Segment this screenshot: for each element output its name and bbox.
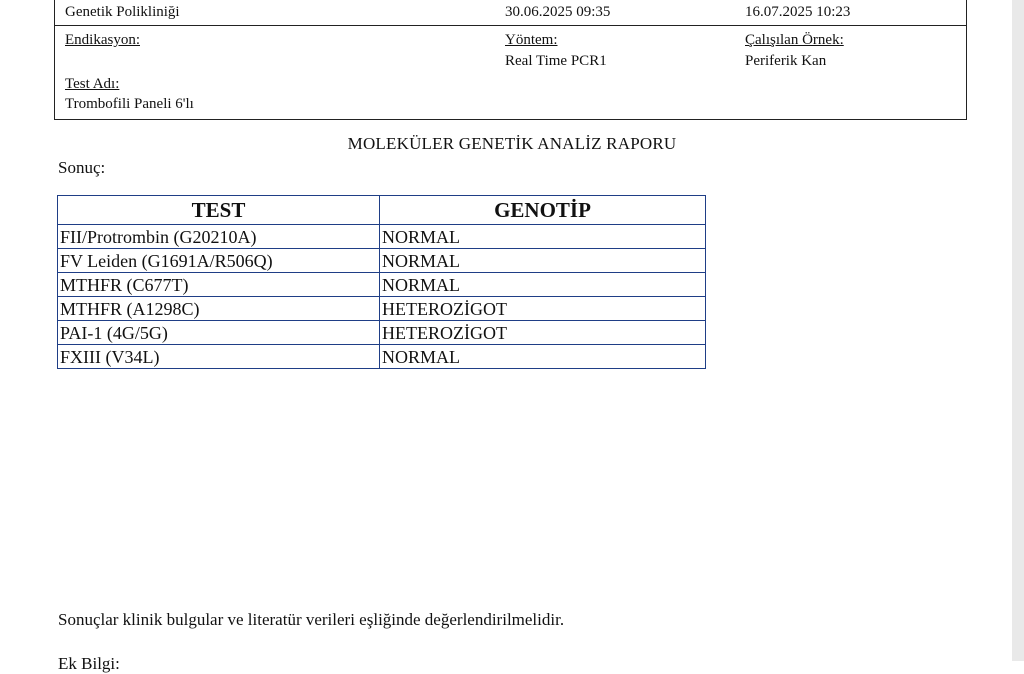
test-cell: MTHFR (A1298C) <box>58 297 380 321</box>
genotype-results-table <box>57 195 706 369</box>
request-date-text: 30.06.2025 09:35 <box>505 4 611 20</box>
table-row <box>58 249 706 273</box>
result-label: Sonuç: <box>58 158 106 177</box>
table-row <box>58 297 706 321</box>
table-header-row <box>58 196 706 225</box>
genotype-cell: NORMAL <box>380 273 706 297</box>
test-cell: MTHFR (C677T) <box>58 273 380 297</box>
method-value: Real Time PCR1 <box>505 53 607 69</box>
genotype-cell: NORMAL <box>380 345 706 369</box>
test-column-header: TEST <box>58 196 380 225</box>
table-row <box>58 345 706 369</box>
method-label: Yöntem: <box>505 32 558 48</box>
genotype-cell: NORMAL <box>380 249 706 273</box>
header-divider <box>55 25 966 26</box>
genotype-cell: HETEROZİGOT <box>380 297 706 321</box>
genotype-cell: NORMAL <box>380 225 706 249</box>
sample-label: Çalışılan Örnek: <box>745 32 844 48</box>
report-date-text: 16.07.2025 10:23 <box>745 4 851 20</box>
patient-info-box <box>54 0 967 120</box>
test-cell: FXIII (V34L) <box>58 345 380 369</box>
test-name-value: Trombofili Paneli 6'lı <box>65 96 194 112</box>
table-row <box>58 273 706 297</box>
sample-value: Periferik Kan <box>745 53 827 69</box>
indication-label: Endikasyon: <box>65 32 140 48</box>
additional-info-label: Ek Bilgi: <box>58 654 120 673</box>
test-cell: FII/Protrombin (G20210A) <box>58 225 380 249</box>
report-title: MOLEKÜLER GENETİK ANALİZ RAPORU <box>347 134 677 153</box>
department-text: Genetik Polikliniği <box>65 4 180 20</box>
test-name-label: Test Adı: <box>65 76 120 92</box>
test-cell: PAI-1 (4G/5G) <box>58 321 380 345</box>
page-edge <box>1012 0 1024 661</box>
clinical-disclaimer: Sonuçlar klinik bulgular ve literatür verileri eşliğinde değerlendirilmelidir. <box>58 610 565 629</box>
genotype-cell: HETEROZİGOT <box>380 321 706 345</box>
genotype-column-header: GENOTİP <box>380 196 706 225</box>
table-row <box>58 321 706 345</box>
test-cell: FV Leiden (G1691A/R506Q) <box>58 249 380 273</box>
table-row <box>58 225 706 249</box>
